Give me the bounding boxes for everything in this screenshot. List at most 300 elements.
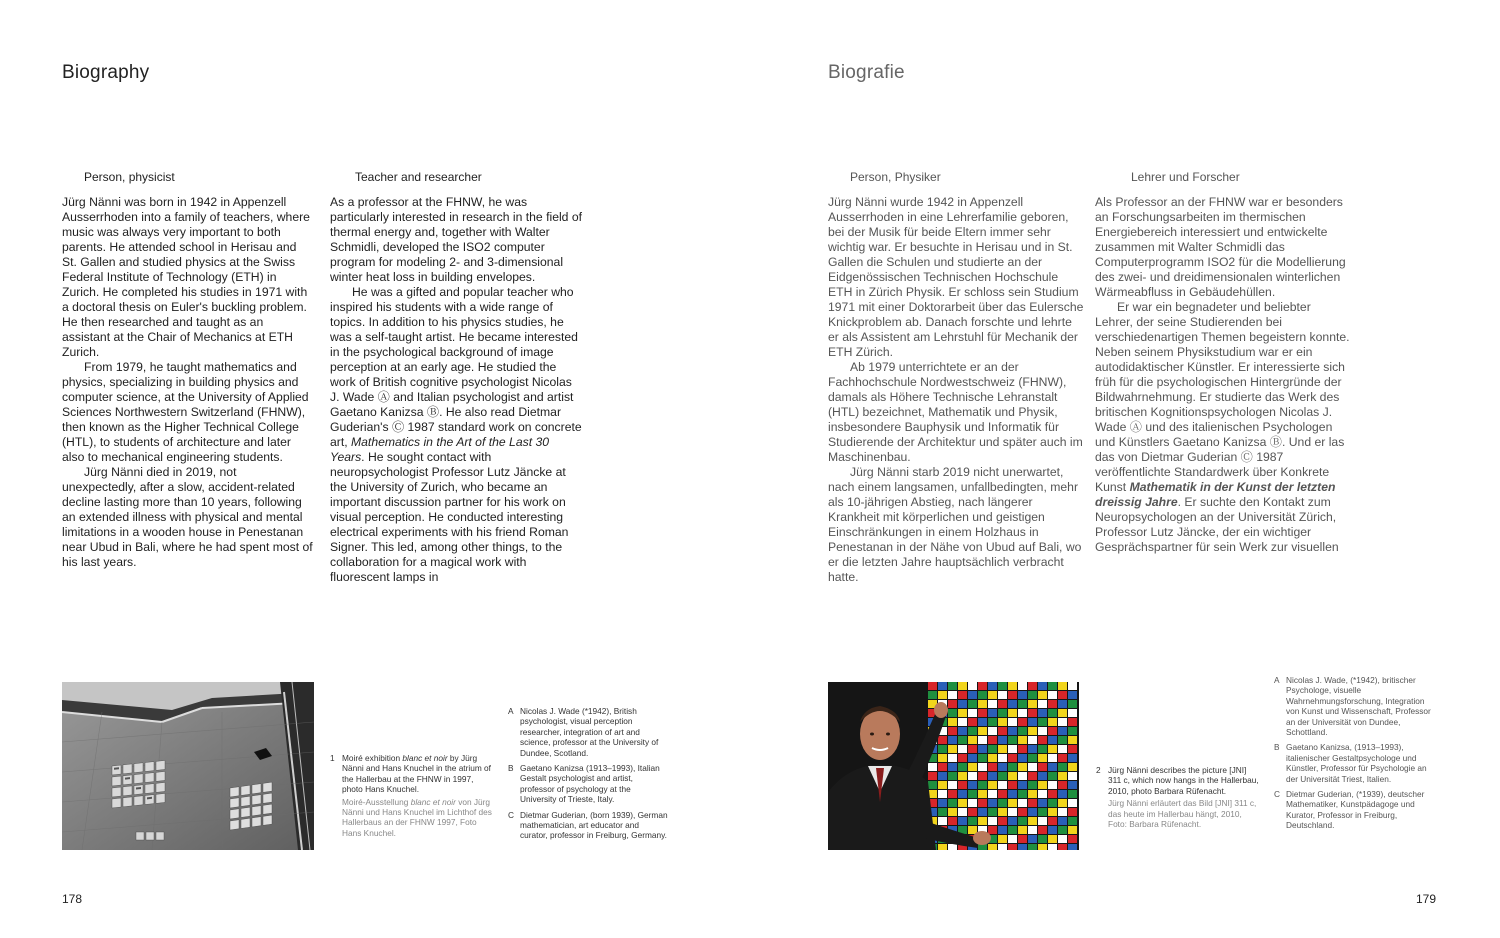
painting-cell xyxy=(1058,718,1067,726)
painting-cell xyxy=(1008,817,1017,825)
footnotes-de xyxy=(1274,675,1436,836)
painting-cell xyxy=(968,781,977,789)
painting-cell xyxy=(948,844,957,850)
subhead-person-physicist: Person, physicist xyxy=(84,170,175,184)
painting-cell xyxy=(998,727,1007,735)
painting-cell xyxy=(1018,709,1027,717)
painting-cell xyxy=(1058,772,1067,780)
footnote-c xyxy=(1274,789,1436,831)
painting-cell xyxy=(978,799,987,807)
painting-cell xyxy=(998,799,1007,807)
caption-text: Moiré exhibition xyxy=(342,753,403,763)
painting-cell xyxy=(978,763,987,771)
painting-cell xyxy=(1048,844,1057,850)
painting-cell xyxy=(948,682,957,690)
painting-cell xyxy=(1018,745,1027,753)
painting-cell xyxy=(1038,826,1047,834)
painting-cell xyxy=(968,700,977,708)
painting-cell xyxy=(998,808,1007,816)
painting-cell xyxy=(958,718,967,726)
painting-cell xyxy=(988,718,997,726)
painting-cell xyxy=(948,781,957,789)
painting-cell xyxy=(1048,826,1057,834)
painting-cell xyxy=(1068,727,1077,735)
footnote-letter: C xyxy=(1274,789,1280,800)
painting-cell xyxy=(1038,745,1047,753)
painting-cell xyxy=(958,691,967,699)
painting-cell xyxy=(978,718,987,726)
painting-cell xyxy=(1028,772,1037,780)
painting-cell xyxy=(1048,808,1057,816)
paragraph: Ab 1979 unterrichtete er an der Fachhochschule Nordwestschweiz (FHNW), damals als Höhere Technische Lehranstalt (HTL) bezeichnet, Mathematik und Physik, insbesondere Bauphysik und Informatik für Studierende der Architektur und später auch im Maschinenbau. xyxy=(828,360,1083,464)
painting-cell xyxy=(1058,844,1067,850)
subhead-teacher-researcher: Teacher and researcher xyxy=(355,170,482,184)
painting-cell xyxy=(938,745,947,753)
biography-column-2 xyxy=(330,195,582,585)
painting-cell xyxy=(998,718,1007,726)
painting-cell xyxy=(1018,754,1027,762)
painting-cell xyxy=(1018,799,1027,807)
painting-cell xyxy=(958,772,967,780)
painting-cell xyxy=(978,781,987,789)
painting-cell xyxy=(1038,772,1047,780)
subhead-person-physiker: Person, Physiker xyxy=(850,170,941,184)
painting-cell xyxy=(948,736,957,744)
painting-cell xyxy=(1068,826,1077,834)
painting-cell xyxy=(1068,844,1077,850)
painting-cell xyxy=(978,817,987,825)
painting-cell xyxy=(998,772,1007,780)
painting-cell xyxy=(1008,763,1017,771)
painting-cell xyxy=(1038,835,1047,843)
painting-cell xyxy=(978,691,987,699)
painting-cell xyxy=(1058,763,1067,771)
figure-number: 1 xyxy=(330,753,335,763)
painting-cell xyxy=(1018,808,1027,816)
painting-cell xyxy=(1058,691,1067,699)
painting-cell xyxy=(1038,808,1047,816)
painting-cell xyxy=(1048,790,1057,798)
painting-cell xyxy=(1028,745,1037,753)
painting-cell xyxy=(978,727,987,735)
painting-cell xyxy=(978,772,987,780)
paragraph xyxy=(330,285,582,585)
painting-cell xyxy=(1028,763,1037,771)
painting-cell xyxy=(948,709,957,717)
painting-cell xyxy=(958,700,967,708)
painting-cell xyxy=(958,817,967,825)
painting-cell xyxy=(998,682,1007,690)
painting-cell xyxy=(1038,790,1047,798)
painting-cell xyxy=(998,736,1007,744)
footnote-a xyxy=(508,706,668,758)
painting-cell xyxy=(1038,718,1047,726)
caption-text: by Jürg Nänni and Hans Knuchel in the atrium of the Hallerbau at the FHNW in 1997, photo Hans Knuchel. xyxy=(342,753,491,795)
painting-cell xyxy=(1058,727,1067,735)
painting-cell xyxy=(998,835,1007,843)
painting-cell xyxy=(1068,754,1077,762)
painting-cell xyxy=(978,754,987,762)
footnote-text: Nicolas J. Wade, (*1942), britischer Psychologe, visuelle Wahrnehmungsforschung, Integration von Kunst und Wissenschaft, Professor an der Universität von Dundee, Schottland. xyxy=(1286,675,1431,738)
artwork-title: blanc et noir xyxy=(410,796,456,807)
painting-cell xyxy=(998,781,1007,789)
painting-cell xyxy=(1008,709,1017,717)
painting-cell xyxy=(968,718,977,726)
footnote-b xyxy=(508,763,668,805)
painting-cell xyxy=(998,691,1007,699)
painting-cell xyxy=(948,691,957,699)
painting-cell xyxy=(968,754,977,762)
biography-column-1 xyxy=(62,195,314,570)
painting-cell xyxy=(1038,754,1047,762)
painting-cell xyxy=(1058,835,1067,843)
painting-cell xyxy=(1068,718,1077,726)
painting-cell xyxy=(998,709,1007,717)
painting-cell xyxy=(1008,808,1017,816)
figure-number: 2 xyxy=(1096,765,1101,775)
painting-cell xyxy=(988,790,997,798)
figure-caption-2 xyxy=(1096,765,1261,829)
painting-cell xyxy=(1008,844,1017,850)
painting-cell xyxy=(1028,754,1037,762)
portrait-with-painting-photo xyxy=(828,682,1079,850)
painting-cell xyxy=(948,763,957,771)
painting-cell xyxy=(938,754,947,762)
painting-cell xyxy=(1038,727,1047,735)
painting-cell xyxy=(948,772,957,780)
book-title: Mathematik in der Kunst der letzten dreissig Jahre xyxy=(1095,480,1336,509)
painting-cell xyxy=(948,817,957,825)
painting-cell xyxy=(968,808,977,816)
painting-cell xyxy=(1048,781,1057,789)
painting-cell xyxy=(948,700,957,708)
painting-cell xyxy=(1038,763,1047,771)
book-title: Mathematics in the Art of the Last 30 Years xyxy=(330,435,550,464)
painting-cell xyxy=(988,745,997,753)
painting-cell xyxy=(1068,691,1077,699)
painting-cell xyxy=(1018,781,1027,789)
painting-cell xyxy=(1058,736,1067,744)
painting-cell xyxy=(1038,736,1047,744)
painting-cell xyxy=(968,736,977,744)
paragraph: As a professor at the FHNW, he was particularly interested in research in the field of thermal energy and, together with Walter Schmidli, developed the ISO2 computer program for modeling 2- and 3-dimensional winter heat loss in building envelopes. xyxy=(330,195,583,284)
painting-cell xyxy=(988,727,997,735)
painting-cell xyxy=(978,682,987,690)
painting-cell xyxy=(938,691,947,699)
painting-cell xyxy=(1038,700,1047,708)
painting-cell xyxy=(958,808,967,816)
painting-cell xyxy=(988,700,997,708)
painting-cell xyxy=(1068,763,1077,771)
footnote-letter: B xyxy=(1274,742,1280,753)
painting-cell xyxy=(1048,700,1057,708)
footnote-c xyxy=(508,810,668,841)
painting-cell xyxy=(968,691,977,699)
footnote-letter: A xyxy=(508,706,514,716)
page-title-en: Biography xyxy=(62,62,150,83)
painting-cell xyxy=(988,817,997,825)
painting-cell xyxy=(938,763,947,771)
painting-cell xyxy=(1038,682,1047,690)
painting-cell xyxy=(1018,826,1027,834)
paragraph: Jürg Nänni starb 2019 nicht unerwartet, nach einem langsamen, unfallbedingten, mehr als 10-jährigen Abstieg, nach längerer Krankheit mit körperlichen und geistigen Einschränkungen in einem Holzhaus in Penestanan in der Nähe von Ubud auf Bali, wo er die letzten Jahre hauptsächlich verbracht hatte. xyxy=(828,465,1082,584)
painting-cell xyxy=(998,700,1007,708)
painting-cell xyxy=(1048,772,1057,780)
painting-cell xyxy=(1008,745,1017,753)
painting-cell xyxy=(1038,691,1047,699)
painting-cell xyxy=(1048,727,1057,735)
painting-cell xyxy=(1008,691,1017,699)
painting-cell xyxy=(1058,781,1067,789)
painting-cell xyxy=(1068,817,1077,825)
painting-cell xyxy=(1058,817,1067,825)
painting-cell xyxy=(1058,682,1067,690)
painting-cell xyxy=(1018,691,1027,699)
footnote-letter: B xyxy=(508,763,514,774)
painting-cell xyxy=(1058,754,1067,762)
painting-cell xyxy=(1008,700,1017,708)
painting-cell xyxy=(1018,763,1027,771)
paragraph-text: He was a gifted and popular teacher who inspired his students with a wide range of topics. In addition to his physics studies, he was a self-taught artist. He became interested in the psychological background of image perception at an early age. He studied the work of British cognitive psychologist Nicolas J. Wade Ⓐ and Italian psychologist and artist Gaetano Kanizsa Ⓑ. He also read Dietmar Guderian's Ⓒ 1987 standard work on concrete art, xyxy=(330,285,582,449)
painting-cell xyxy=(1028,790,1037,798)
footnote-text: Nicolas J. Wade (*1942), British psychologist, visual perception researcher, integration of art and science, professor at the University of Dundee, Scotland. xyxy=(520,706,659,758)
painting-cell xyxy=(1018,736,1027,744)
painting-cell xyxy=(1048,754,1057,762)
painting-cell xyxy=(1048,709,1057,717)
caption-text: Moiré-Ausstellung xyxy=(342,796,411,807)
painting-cell xyxy=(1048,691,1057,699)
painting-cell xyxy=(968,709,977,717)
painting-cell xyxy=(958,727,967,735)
painting-cell xyxy=(948,790,957,798)
painting-cell xyxy=(1048,682,1057,690)
painting-cell xyxy=(958,745,967,753)
painting-cell xyxy=(998,754,1007,762)
painting-cell xyxy=(1048,799,1057,807)
painting-cell xyxy=(938,808,947,816)
painting-cell xyxy=(968,745,977,753)
painting-cell xyxy=(1058,700,1067,708)
painting-cell xyxy=(1028,781,1037,789)
painting-cell xyxy=(1008,835,1017,843)
painting-cell xyxy=(928,772,937,780)
painting-cell xyxy=(968,763,977,771)
caption-english xyxy=(342,753,492,795)
painting-cell xyxy=(948,745,957,753)
painting-cell xyxy=(1028,844,1037,850)
painting-cell xyxy=(1018,817,1027,825)
caption-german xyxy=(342,797,492,839)
painting-cell xyxy=(1048,817,1057,825)
painting-cell xyxy=(1028,799,1037,807)
painting-cell xyxy=(1068,772,1077,780)
painting-cell xyxy=(998,745,1007,753)
painting-cell xyxy=(1068,790,1077,798)
painting-cell xyxy=(1038,709,1047,717)
painting-cell xyxy=(988,691,997,699)
painting-cell xyxy=(1008,754,1017,762)
painting-cell xyxy=(1008,736,1017,744)
painting-cell xyxy=(938,817,947,825)
painting-cell xyxy=(1008,682,1017,690)
paragraph xyxy=(1095,300,1351,555)
painting-cell xyxy=(1038,799,1047,807)
painting-cell xyxy=(988,781,997,789)
footnote-text: Dietmar Guderian, (*1939), deutscher Mathematiker, Kunstpädagoge und Kurator, Professor in Freiburg, Deutschland. xyxy=(1286,789,1425,831)
painting-cell xyxy=(958,799,967,807)
paragraph: Als Professor an der FHNW war er besonders an Forschungsarbeiten im thermischen Energiebereich interessiert und entwickelte zusammen mit Walter Schmidli das Computerprogramm ISO2 für die Modellierung des zwei- und dreidimensionalen winterlichen Wärmeabfluss in Gebäudehüllen. xyxy=(1095,195,1346,299)
painting-cell xyxy=(1028,727,1037,735)
caption-text: von Jürg Nänni und Hans Knuchel im Lichthof des Hallerbaus an der FHNW 1997, Foto Hans Knuchel. xyxy=(342,796,492,838)
painting-cell xyxy=(1018,844,1027,850)
painting-cell xyxy=(938,682,947,690)
painting-cell xyxy=(1068,808,1077,816)
painting-cell xyxy=(1048,745,1057,753)
painting-cell xyxy=(988,682,997,690)
figure-caption-1 xyxy=(330,753,492,838)
painting-cell xyxy=(1008,799,1017,807)
paragraph-text: . Er suchte den Kontakt zum Neuropsychologen an der Universität Zürich, Professor Lutz Jäncke, der ein wichtiger Gesprächspartner für sein Werk zur visuellen xyxy=(1095,495,1339,554)
painting-cell xyxy=(1008,727,1017,735)
paragraph: Jürg Nänni was born in 1942 in Appenzell Ausserrhoden into a family of teachers, where music was always very important to both parents. He attended school in Herisau and St. Gallen and studied physics at the Swiss Federal Institute of Technology (ETH) in Zurich. He completed his studies in 1971 with a doctoral thesis on Euler's buckling problem. He then researched and taught as an assistant at the Chair of Mechanics at ETH Zurich. xyxy=(62,195,310,359)
painting-cell xyxy=(1068,709,1077,717)
paragraph: Jürg Nänni wurde 1942 in Appenzell Ausserrhoden in eine Lehrerfamilie geboren, bei der Musik für beide Eltern immer sehr wichtig war. Er besuchte in Herisau und in St. Gallen die Schulen und studierte an der Eidgenössischen Technischen Hochschule ETH in Zürich Physik. Er schloss sein Studium 1971 mit einer Doktorarbeit über das Eulersche Knickproblem ab. Danach forschte und lehrte er als Assistent am Lehrstuhl für Mechanik der ETH Zürich. xyxy=(828,195,1084,359)
footnote-letter: A xyxy=(1274,675,1280,685)
painting-cell xyxy=(1028,826,1037,834)
footnote-a xyxy=(1274,675,1436,737)
painting-cell xyxy=(978,808,987,816)
paragraph: From 1979, he taught mathematics and physics, specializing in building physics and computer science, at the University of Applied Sciences Northwestern Switzerland (FHNW), then known as the Higher Technical College (HTL), to students of architecture and later also to mechanical engineering students. xyxy=(62,360,309,464)
painting-cell xyxy=(1028,700,1037,708)
footnote-b xyxy=(1274,742,1436,784)
artwork-title: blanc et noir xyxy=(402,753,448,763)
portrait-photo-image xyxy=(828,682,1079,850)
caption-english: Jürg Nänni describes the picture [JNI] 311 c, which now hangs in the Hallerbau, 2010, photo Barbara Rüfenacht. xyxy=(1108,765,1259,796)
painting-cell xyxy=(968,682,977,690)
atrium-exhibition-photo xyxy=(62,682,314,850)
painting-cell xyxy=(968,817,977,825)
painting-cell xyxy=(928,763,937,771)
painting-cell xyxy=(1038,781,1047,789)
painting-cell xyxy=(1068,682,1077,690)
painting-cell xyxy=(1028,691,1037,699)
painting-cell xyxy=(968,790,977,798)
subhead-lehrer-forscher: Lehrer und Forscher xyxy=(1131,170,1240,184)
painting-cell xyxy=(1028,808,1037,816)
atrium-photo-image xyxy=(62,682,314,850)
painting-cell xyxy=(1058,799,1067,807)
painting-cell xyxy=(938,790,947,798)
biografie-column-1 xyxy=(828,195,1084,585)
painting-cell xyxy=(1008,772,1017,780)
painting-cell xyxy=(988,844,997,850)
painting-cell xyxy=(998,763,1007,771)
painting-cell xyxy=(938,844,947,850)
painting-cell xyxy=(968,727,977,735)
painting-cell xyxy=(978,736,987,744)
painting-cell xyxy=(948,808,957,816)
painting-cell xyxy=(1048,835,1057,843)
painting-cell xyxy=(1018,727,1027,735)
painting-cell xyxy=(1058,808,1067,816)
paragraph-text: . He sought contact with neuropsychologist Professor Lutz Jäncke at the University of Zurich, who became an important discussion partner for his work on visual perception. He conducted interesting electrical experiments with his friend Roman Signer. This led, among other things, to the collaboration for a magical work with fluorescent lamps in xyxy=(330,450,569,584)
painting-cell xyxy=(988,763,997,771)
painting-cell xyxy=(1058,790,1067,798)
painting-cell xyxy=(1058,826,1067,834)
painting-cell xyxy=(978,709,987,717)
painting-cell xyxy=(1008,826,1017,834)
footnote-text: Gaetano Kanizsa, (1913–1993), italienischer Gestaltpsychologe und Künstler, Professor für Psychologie an der Universität Triest, Italien. xyxy=(1286,742,1427,784)
painting-cell xyxy=(988,754,997,762)
painting-cell xyxy=(998,826,1007,834)
footnote-text: Dietmar Guderian, (born 1939), German mathematician, art educator and curator, professor in Freiburg, Germany. xyxy=(520,809,668,841)
painting-cell xyxy=(1028,682,1037,690)
painting-cell xyxy=(948,799,957,807)
painting-cell xyxy=(1068,745,1077,753)
painting-cell xyxy=(988,772,997,780)
painting-cell xyxy=(1008,781,1017,789)
paragraph: Jürg Nänni died in 2019, not unexpectedly, after a slow, accident-related decline lasting more than 10 years, following an extended illness with physical and mental limitations in a wooden house in Penestanan near Ubud in Bali, where he had spent most of his last years. xyxy=(62,465,313,569)
painting-cell xyxy=(1018,772,1027,780)
painting-cell xyxy=(1068,700,1077,708)
painting-cell xyxy=(1008,718,1017,726)
painting-cell xyxy=(988,826,997,834)
painting-cell xyxy=(958,682,967,690)
painting-cell xyxy=(958,709,967,717)
page-number-right: 179 xyxy=(1416,892,1437,906)
painting-cell xyxy=(998,817,1007,825)
painting-cell xyxy=(948,727,957,735)
painting-cell xyxy=(958,781,967,789)
painting-cell xyxy=(968,799,977,807)
paragraph-text: Er war ein begnadeter und beliebter Lehrer, der seine Studierenden bei verschiedenartigen Themen begeistern konnte. Neben seinem Physikstudium war er ein autodidaktischer Künstler. Er interessierte sich früh für die psychologischen Hintergründe der Bildwahrnehmung. Er studierte das Werk des britischen Kognitionspsychologen Nicolas J. Wade Ⓐ und des italienischen Psychologen und Künstlers Gaetano Kanizsa Ⓑ. Und er las das von Dietmar Guderian Ⓒ 1987 veröffentlichte Standardwerk über Konkrete Kunst xyxy=(1095,300,1350,494)
painting-cell xyxy=(958,736,967,744)
painting-cell xyxy=(938,799,947,807)
page-title-de: Biografie xyxy=(828,62,905,83)
footnotes-en xyxy=(508,706,668,846)
painting-cell xyxy=(1028,718,1037,726)
painting-cell xyxy=(958,790,967,798)
painting-cell xyxy=(1018,682,1027,690)
painting-cell xyxy=(958,763,967,771)
painting-cell xyxy=(978,745,987,753)
painting-cell xyxy=(1038,844,1047,850)
page-number-left: 178 xyxy=(62,892,83,906)
painting-cell xyxy=(968,826,977,834)
painting-cell xyxy=(1018,835,1027,843)
footnote-letter: C xyxy=(508,809,514,820)
painting-cell xyxy=(968,772,977,780)
painting-cell xyxy=(938,781,947,789)
painting-cell xyxy=(1068,799,1077,807)
painting-cell xyxy=(928,682,937,690)
painting-cell xyxy=(978,700,987,708)
painting-cell xyxy=(998,790,1007,798)
painting-cell xyxy=(1028,709,1037,717)
painting-cell xyxy=(988,799,997,807)
painting-cell xyxy=(1018,790,1027,798)
painting-cell xyxy=(998,844,1007,850)
painting-cell xyxy=(1048,763,1057,771)
painting-cell xyxy=(1048,718,1057,726)
painting-cell xyxy=(1068,736,1077,744)
painting-cell xyxy=(938,736,947,744)
painting-cell xyxy=(1018,700,1027,708)
painting-cell xyxy=(1068,781,1077,789)
painting-cell xyxy=(928,781,937,789)
painting-cell xyxy=(948,754,957,762)
painting-cell xyxy=(988,709,997,717)
